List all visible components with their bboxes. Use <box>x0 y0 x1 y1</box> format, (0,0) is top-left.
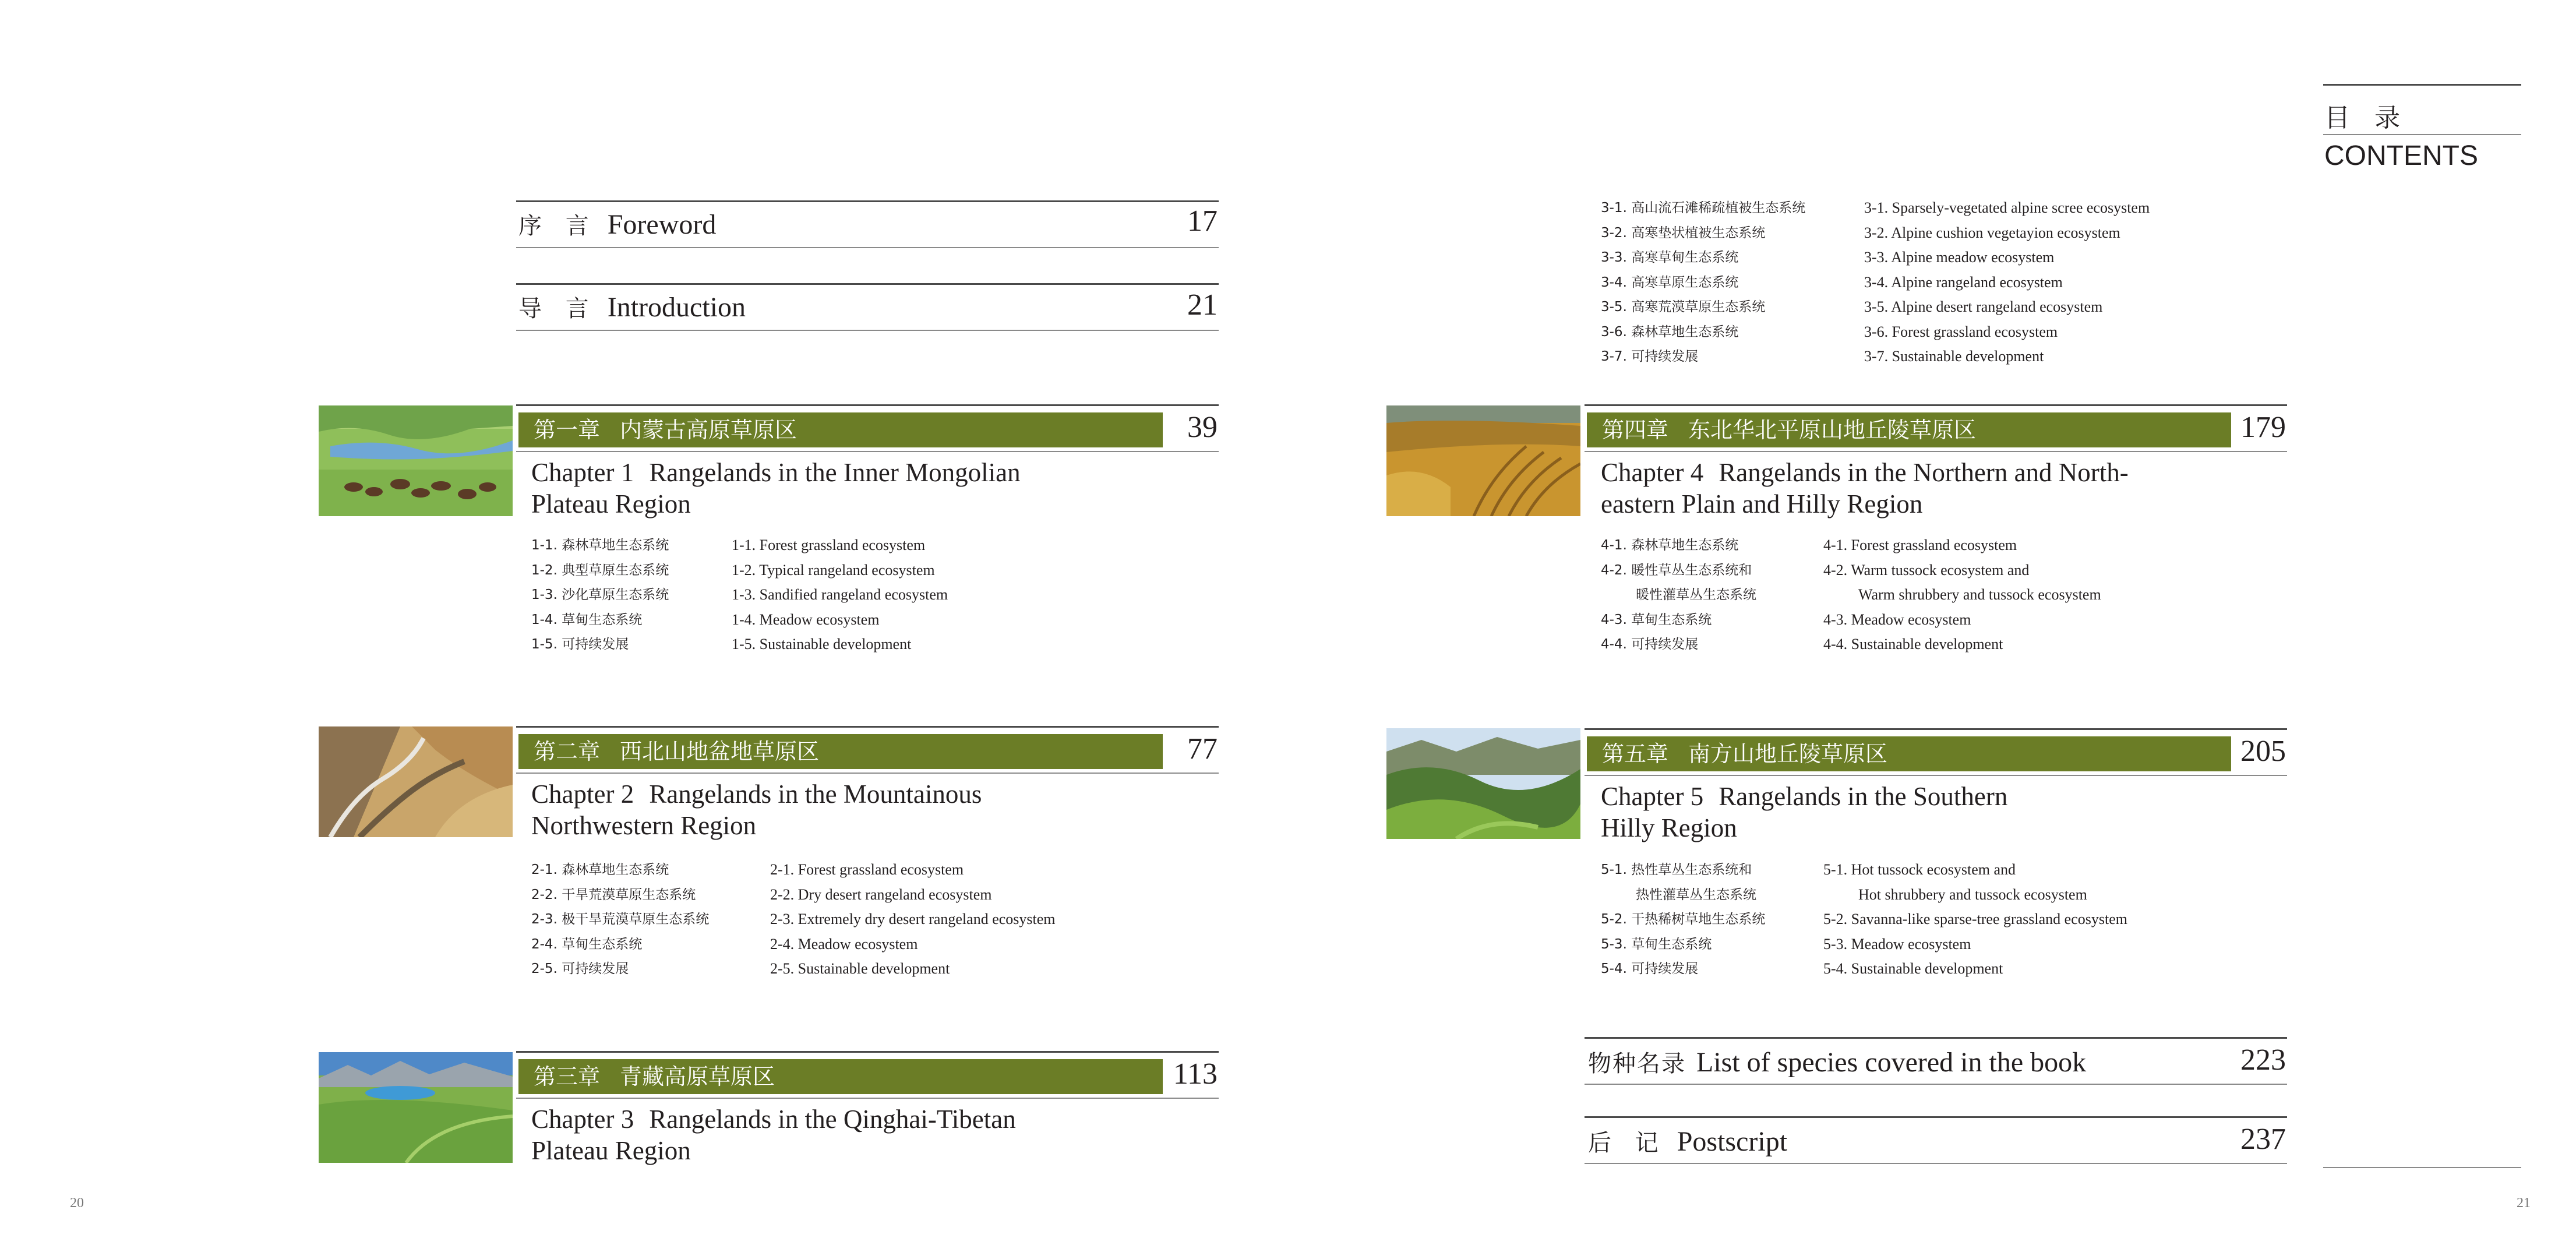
chapter-5-band[interactable] <box>1587 736 2231 771</box>
chapter-1-band[interactable] <box>518 412 1163 447</box>
chapter-2-page-number: 77 <box>1187 732 1218 766</box>
introduction-top-rule <box>516 283 1219 285</box>
chapter-3-sections-en <box>1864 196 2150 369</box>
foreword-entry[interactable] <box>518 207 716 241</box>
foreword-label-zh: 序 言 <box>518 213 597 239</box>
section-1-1-zh[interactable]: 1-1. 森林草地生态系统 <box>531 538 669 553</box>
chapter-5-top-rule <box>1585 728 2287 730</box>
section-5-1-zh[interactable]: 5-1. 热性草丛生态系统和 <box>1601 862 1752 877</box>
section-2-2-en[interactable]: 2-2. Dry desert rangeland ecosystem <box>770 886 992 903</box>
section-4-1-zh[interactable]: 4-1. 森林草地生态系统 <box>1601 538 1739 553</box>
chapter-5-label: Chapter 5 <box>1601 782 1704 811</box>
section-5-4-en[interactable]: 5-4. Sustainable development <box>1823 960 2003 977</box>
species-bottom-rule <box>1585 1084 2287 1085</box>
section-3-7-en[interactable]: 3-7. Sustainable development <box>1864 348 2044 365</box>
section-3-1-zh[interactable]: 3-1. 高山流石滩稀疏植被生态系统 <box>1601 200 1806 216</box>
right-page-number: 21 <box>2517 1195 2531 1211</box>
section-3-3-zh[interactable]: 3-3. 高寒草甸生态系统 <box>1601 250 1739 265</box>
section-4-3-zh[interactable]: 4-3. 草甸生态系统 <box>1601 612 1712 627</box>
left-page-number: 20 <box>70 1195 84 1211</box>
chapter-5-photo <box>1386 728 1580 839</box>
section-5-4-zh[interactable]: 5-4. 可持续发展 <box>1601 961 1699 976</box>
contents-title-zh: 目 录 <box>2324 103 2408 133</box>
chapter-4-band-lead: 第四章 <box>1602 417 1669 443</box>
chapter-3-title-line-2: Plateau Region <box>531 1136 691 1165</box>
chapter-4-band-title: 东北华北平原山地丘陵草原区 <box>1688 417 1977 443</box>
section-3-4-zh[interactable]: 3-4. 高寒草原生态系统 <box>1601 274 1739 290</box>
chapter-5-title[interactable] <box>1601 781 2007 844</box>
species-top-rule <box>1585 1037 2287 1039</box>
chapter-5-title-line-1: Rangelands in the Southern <box>1718 782 2008 811</box>
section-5-3-en[interactable]: 5-3. Meadow ecosystem <box>1823 935 1971 953</box>
chapter-4-title-line-2: eastern Plain and Hilly Region <box>1601 489 1923 519</box>
postscript-entry[interactable] <box>1588 1124 1787 1158</box>
chapter-3-sections-zh <box>1601 196 1805 369</box>
chapter-1-top-rule <box>516 404 1219 406</box>
chapter-5-band-lead: 第五章 <box>1602 741 1669 767</box>
chapter-2-band-lead: 第二章 <box>534 739 601 764</box>
chapter-2-top-rule <box>516 726 1219 728</box>
chapter-4-label: Chapter 4 <box>1601 458 1704 487</box>
chapter-5-title-line-2: Hilly Region <box>1601 813 1737 842</box>
section-5-2-en[interactable]: 5-2. Savanna-like sparse-tree grassland ecosystem <box>1823 911 2127 927</box>
section-1-3-en[interactable]: 1-3. Sandified rangeland ecosystem <box>732 586 948 603</box>
chapter-4-band[interactable] <box>1587 412 2231 447</box>
chapter-2-title[interactable] <box>531 778 982 841</box>
section-3-7-zh[interactable]: 3-7. 可持续发展 <box>1601 349 1699 364</box>
contents-title-en: CONTENTS <box>2324 140 2478 171</box>
chapter-2-band-title: 西北山地盆地草原区 <box>620 739 820 764</box>
introduction-label-zh: 导 言 <box>518 295 597 322</box>
section-1-2-zh[interactable]: 1-2. 典型草原生态系统 <box>531 562 669 578</box>
section-1-4-zh[interactable]: 1-4. 草甸生态系统 <box>531 612 643 627</box>
chapter-2-title-line-1: Rangelands in the Mountainous <box>649 780 982 809</box>
chapter-5-band-title: 南方山地丘陵草原区 <box>1688 741 1888 767</box>
chapter-2-title-line-2: Northwestern Region <box>531 811 757 840</box>
chapter-4-photo <box>1386 405 1580 516</box>
postscript-top-rule <box>1585 1116 2287 1118</box>
foreword-bottom-rule <box>516 247 1219 248</box>
introduction-label-en: Introduction <box>607 292 746 323</box>
section-1-1-en[interactable]: 1-1. Forest grassland ecosystem <box>732 537 926 553</box>
chapter-3-title-line-1: Rangelands in the Qinghai-Tibetan <box>649 1105 1016 1134</box>
chapter-4-mid-rule <box>1585 451 2287 452</box>
section-1-5-en[interactable]: 1-5. Sustainable development <box>732 636 912 652</box>
section-5-1-en[interactable]: 5-1. Hot tussock ecosystem and <box>1823 861 2016 878</box>
chapter-1-photo <box>319 405 513 516</box>
section-1-3-zh[interactable]: 1-3. 沙化草原生态系统 <box>531 587 669 602</box>
chapter-1-page-number: 39 <box>1187 411 1218 444</box>
foreword-page-number: 17 <box>1187 204 1218 238</box>
section-3-1-en[interactable]: 3-1. Sparsely-vegetated alpine scree ecosystem <box>1864 199 2150 216</box>
section-2-4-en[interactable]: 2-4. Meadow ecosystem <box>770 935 918 953</box>
section-3-6-zh[interactable]: 3-6. 森林草地生态系统 <box>1601 324 1739 340</box>
species-page-number: 223 <box>2240 1043 2286 1077</box>
section-3-4-en[interactable]: 3-4. Alpine rangeland ecosystem <box>1864 273 2063 291</box>
contents-mid-rule <box>2323 134 2521 135</box>
chapter-3-band-lead: 第三章 <box>534 1064 601 1089</box>
introduction-bottom-rule <box>516 330 1219 331</box>
footer-rule <box>2323 1167 2521 1168</box>
chapter-3-top-rule <box>516 1051 1219 1053</box>
chapter-1-band-title: 内蒙古高原草原区 <box>620 417 797 443</box>
section-4-3-en[interactable]: 4-3. Meadow ecosystem <box>1823 611 1971 628</box>
section-2-4-zh[interactable]: 2-4. 草甸生态系统 <box>531 936 643 952</box>
chapter-1-title-line-1: Rangelands in the Inner Mongolian <box>649 458 1021 487</box>
postscript-label-zh: 后 记 <box>1588 1130 1667 1156</box>
chapter-1-band-lead: 第一章 <box>534 417 601 443</box>
section-4-4-zh[interactable]: 4-4. 可持续发展 <box>1601 637 1699 652</box>
chapter-3-band[interactable] <box>518 1059 1163 1094</box>
section-2-5-en[interactable]: 2-5. Sustainable development <box>770 960 950 977</box>
chapter-3-page-number: 113 <box>1173 1057 1218 1091</box>
chapter-1-title-line-2: Plateau Region <box>531 489 691 519</box>
section-5-1-zh-cont[interactable]: 热性灌草丛生态系统 <box>1636 887 1756 902</box>
species-label-en: List of species covered in the book <box>1696 1047 2087 1078</box>
section-3-5-en[interactable]: 3-5. Alpine desert rangeland ecosystem <box>1864 298 2103 315</box>
chapter-3-title[interactable] <box>531 1103 1016 1166</box>
chapter-3-mid-rule <box>516 1098 1219 1099</box>
section-1-2-en[interactable]: 1-2. Typical rangeland ecosystem <box>732 561 935 579</box>
section-4-4-en[interactable]: 4-4. Sustainable development <box>1823 636 2003 652</box>
chapter-2-photo <box>319 726 513 837</box>
section-3-6-en[interactable]: 3-6. Forest grassland ecosystem <box>1864 323 2058 340</box>
section-5-3-zh[interactable]: 5-3. 草甸生态系统 <box>1601 936 1712 952</box>
section-3-2-en[interactable]: 3-2. Alpine cushion vegetayion ecosystem <box>1864 224 2120 241</box>
chapter-2-sections-zh <box>531 858 709 982</box>
postscript-page-number: 237 <box>2240 1123 2286 1156</box>
introduction-entry[interactable] <box>518 290 746 323</box>
chapter-1-mid-rule <box>516 451 1219 452</box>
chapter-5-sections-zh <box>1601 858 1765 982</box>
chapter-3-photo <box>319 1052 513 1163</box>
chapter-2-label: Chapter 2 <box>531 780 634 809</box>
section-5-1-en-cont[interactable]: Hot shrubbery and tussock ecosystem <box>1858 886 2087 903</box>
section-2-1-zh[interactable]: 2-1. 森林草地生态系统 <box>531 862 669 877</box>
section-2-3-en[interactable]: 2-3. Extremely dry desert rangeland ecosystem <box>770 911 1056 927</box>
section-5-2-zh[interactable]: 5-2. 干热稀树草地生态系统 <box>1601 912 1766 927</box>
chapter-4-title[interactable] <box>1601 457 2129 520</box>
section-1-5-zh[interactable]: 1-5. 可持续发展 <box>531 637 629 652</box>
chapter-5-mid-rule <box>1585 775 2287 776</box>
chapter-1-title[interactable] <box>531 457 1021 520</box>
section-3-2-zh[interactable]: 3-2. 高寒垫状植被生态系统 <box>1601 225 1766 241</box>
species-label-zh: 物种名录 <box>1588 1050 1686 1077</box>
section-2-3-zh[interactable]: 2-3. 极干旱荒漠草原生态系统 <box>531 912 710 927</box>
section-4-2-zh-cont[interactable]: 暖性灌草丛生态系统 <box>1636 587 1756 602</box>
section-4-1-en[interactable]: 4-1. Forest grassland ecosystem <box>1823 537 2017 553</box>
section-2-5-zh[interactable]: 2-5. 可持续发展 <box>531 961 629 976</box>
foreword-top-rule <box>516 200 1219 202</box>
postscript-bottom-rule <box>1585 1163 2287 1164</box>
chapter-1-sections-zh <box>531 533 669 657</box>
chapter-1-label: Chapter 1 <box>531 458 634 487</box>
contents-top-rule <box>2323 84 2521 86</box>
chapter-2-sections-en <box>770 858 1056 982</box>
section-4-2-en-cont[interactable]: Warm shrubbery and tussock ecosystem <box>1858 586 2101 603</box>
section-3-5-zh[interactable]: 3-5. 高寒荒漠草原生态系统 <box>1601 299 1766 315</box>
chapter-4-sections-en <box>1823 533 2101 657</box>
foreword-label-en: Foreword <box>607 209 717 240</box>
chapter-3-band-title: 青藏高原草原区 <box>620 1064 775 1089</box>
chapter-5-sections-en <box>1823 858 2127 982</box>
section-4-2-en[interactable]: 4-2. Warm tussock ecosystem and <box>1823 561 2030 579</box>
section-4-2-zh[interactable]: 4-2. 暖性草丛生态系统和 <box>1601 562 1752 578</box>
chapter-1-sections-en <box>732 533 948 657</box>
section-2-2-zh[interactable]: 2-2. 干旱荒漠草原生态系统 <box>531 887 696 902</box>
chapter-5-page-number: 205 <box>2240 735 2286 768</box>
chapter-3-label: Chapter 3 <box>531 1105 634 1134</box>
section-2-1-en[interactable]: 2-1. Forest grassland ecosystem <box>770 861 964 878</box>
introduction-page-number: 21 <box>1187 288 1218 322</box>
section-3-3-en[interactable]: 3-3. Alpine meadow ecosystem <box>1864 249 2055 266</box>
chapter-4-page-number: 179 <box>2240 411 2286 444</box>
postscript-label-en: Postscript <box>1677 1126 1788 1157</box>
section-1-4-en[interactable]: 1-4. Meadow ecosystem <box>732 611 880 628</box>
chapter-4-title-line-1: Rangelands in the Northern and North- <box>1718 458 2129 487</box>
chapter-4-sections-zh <box>1601 533 1756 657</box>
species-entry[interactable] <box>1588 1045 2086 1078</box>
chapter-4-top-rule <box>1585 404 2287 406</box>
chapter-2-mid-rule <box>516 773 1219 774</box>
chapter-2-band[interactable] <box>518 734 1163 769</box>
